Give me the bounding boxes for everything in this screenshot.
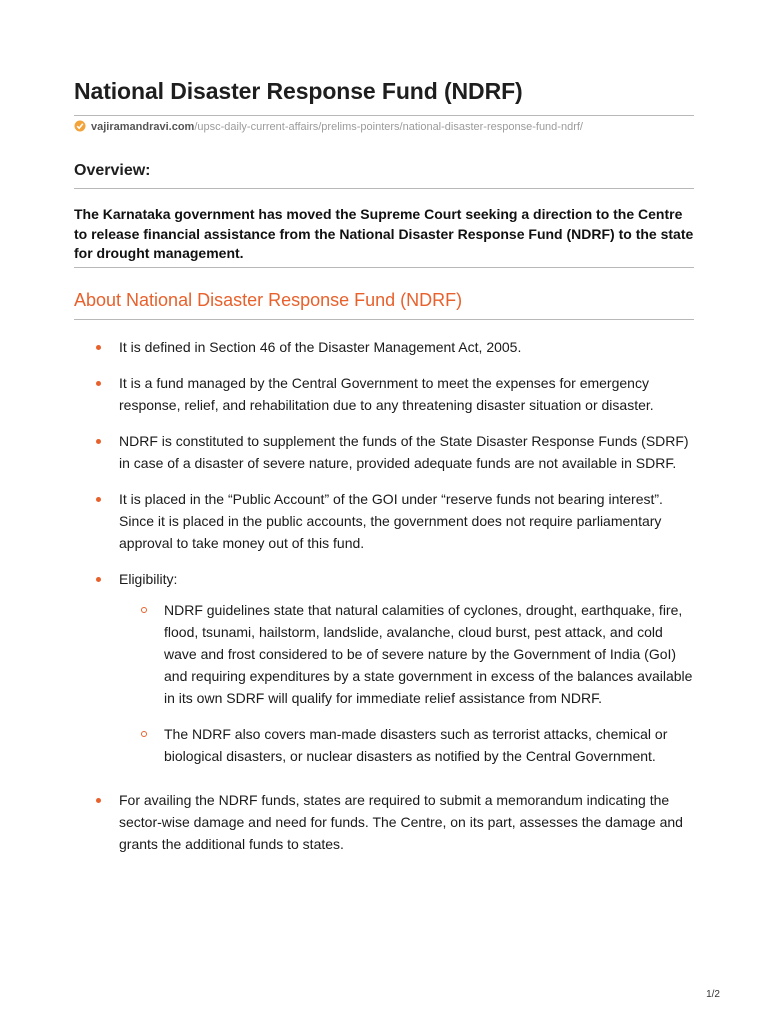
list-item: It is a fund managed by the Central Government to meet the expenses for emergency response, relief, and rehabilitation due to any threatening disaster situation or disaster.: [74, 372, 694, 416]
bullet-icon: [96, 798, 101, 803]
bullet-icon: [96, 497, 101, 502]
sublist-item: NDRF guidelines state that natural calamities of cyclones, drought, earthquake, fire, flood, tsunami, hailstorm, landslide, avalanche, cloud burst, pest attack, and cold wave and frost considered to be of severe nature by the Government of India (GoI) and requiring expenditures by a state government in excess of the balances available in its own SDRF will qualify for immediate relief assistance from NDRF.: [119, 599, 694, 709]
fact-list: [74, 336, 694, 869]
list-item-eligibility: Eligibility: NDRF guidelines state that natural calamities of cyclones, drought, earthquake, fire, flood, tsunami, hailstorm, landslide, avalanche, cloud burst, pest attack, and cold wave and frost considered to be of severe nature by the Government of India (GoI) and requiring expenditures by a state government in excess of the balances available in its own SDRF will qualify for immediate relief assistance from NDRF. The NDRF also covers man-made disasters such as terrorist attacks, chemical or biological disasters, or nuclear disasters as notified by the Central Government.: [74, 568, 694, 767]
eligibility-sublist: [119, 599, 694, 767]
bullet-icon: [96, 439, 101, 444]
bullet-icon: [96, 345, 101, 350]
page-number: 1/2: [706, 989, 720, 1000]
overview-heading: Overview:: [74, 162, 151, 179]
sublist-item: The NDRF also covers man-made disasters such as terrorist attacks, chemical or biological disasters, or nuclear disasters as notified by the Central Government.: [119, 723, 694, 767]
source-domain[interactable]: vajiramandravi.com: [91, 121, 195, 133]
page-title: National Disaster Response Fund (NDRF): [74, 78, 523, 104]
site-favicon-icon: [74, 120, 86, 132]
list-item: For availing the NDRF funds, states are required to submit a memorandum indicating the sector-wise damage and need for funds. The Centre, on its part, assesses the damage and grants the additional funds to states.: [74, 789, 694, 855]
list-item: NDRF is constituted to supplement the funds of the State Disaster Response Funds (SDRF) in case of a disaster of severe nature, provided adequate funds are not available in SDRF.: [74, 430, 694, 474]
source-link[interactable]: [74, 120, 583, 133]
list-item: It is placed in the “Public Account” of the GOI under “reserve funds not bearing interest”. Since it is placed in the public accounts, the government does not require parliamentary approval to take money out of this fund.: [74, 488, 694, 554]
list-item: It is defined in Section 46 of the Disaster Management Act, 2005.: [74, 336, 694, 358]
circle-bullet-icon: [141, 731, 147, 737]
summary-divider: [74, 267, 694, 268]
circle-bullet-icon: [141, 607, 147, 613]
bullet-icon: [96, 381, 101, 386]
overview-divider: [74, 188, 694, 189]
section-heading: About National Disaster Response Fund (NDRF): [74, 290, 463, 310]
source-path[interactable]: /upsc-daily-current-affairs/prelims-pointers/national-disaster-response-fund-ndrf/: [194, 121, 583, 133]
overview-summary: The Karnataka government has moved the Supreme Court seeking a direction to the Centre to release financial assistance from the National Disaster Response Fund (NDRF) to the state for drought management.: [74, 206, 694, 261]
title-divider: [74, 115, 694, 116]
bullet-icon: [96, 577, 101, 582]
section-divider: [74, 319, 694, 320]
